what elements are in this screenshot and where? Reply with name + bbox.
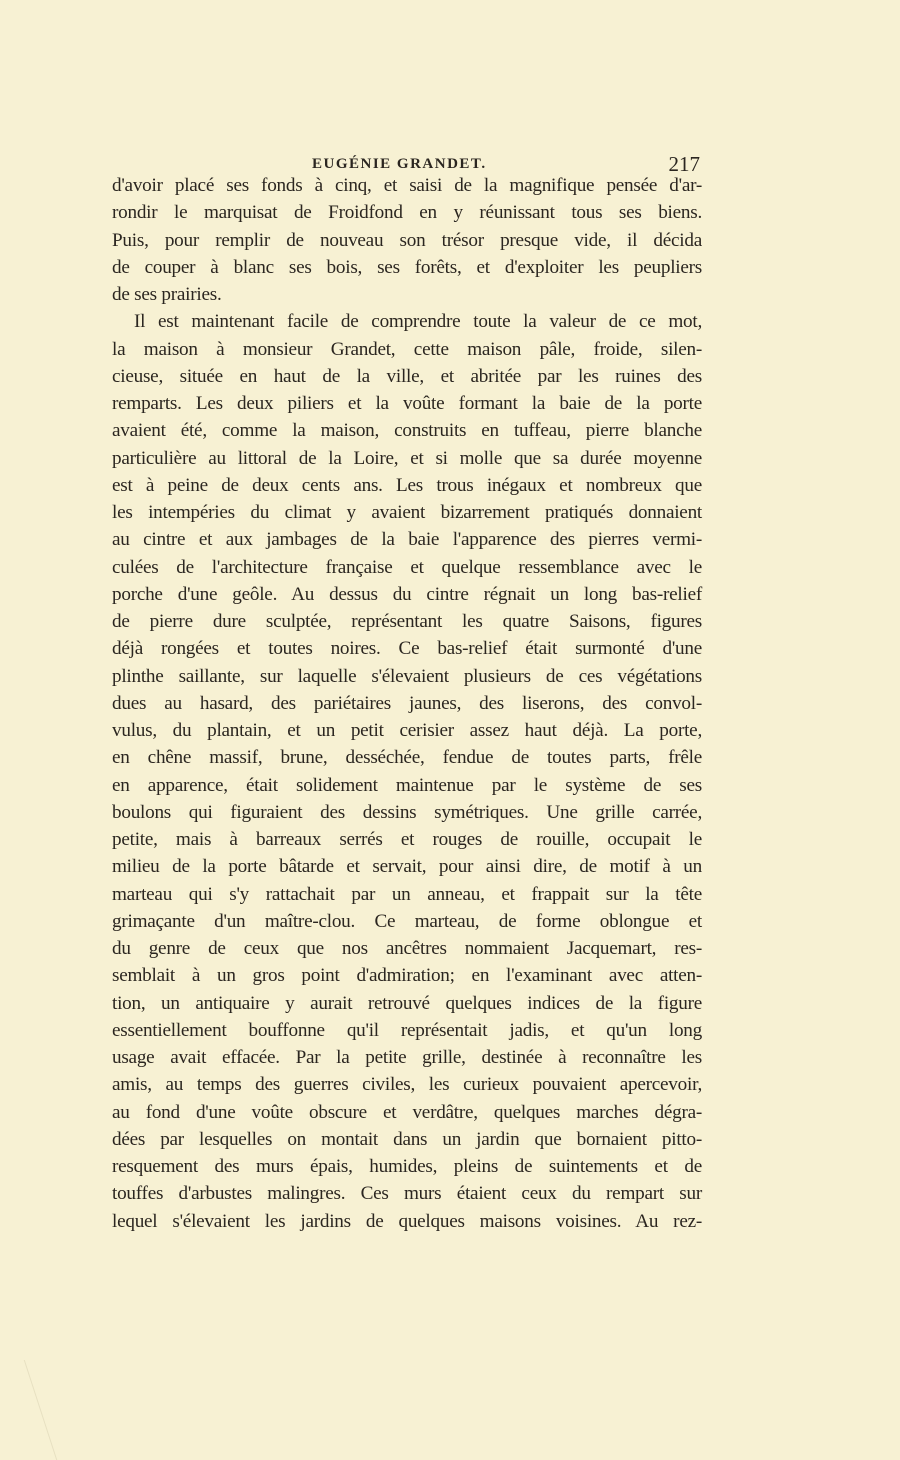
text-line-content: particulière au littoral de la Loire, et si molle que sa durée moyenne xyxy=(112,447,702,469)
text-line-content: boulons qui figuraient des dessins symétriques. Une grille carrée, xyxy=(112,801,702,823)
text-line xyxy=(112,1017,702,1044)
text-line xyxy=(112,908,702,935)
text-line xyxy=(112,363,702,390)
text-line xyxy=(112,663,702,690)
text-line-content: semblait à un gros point d'admiration; en l'examinant avec atten- xyxy=(112,965,702,987)
text-line xyxy=(112,826,702,853)
text-line-content: petite, mais à barreaux serrés et rouges de rouille, occupait le xyxy=(112,829,702,850)
text-line xyxy=(112,472,702,499)
text-line-content: grimaçante d'un maître-clou. Ce marteau, de forme oblongue et xyxy=(112,910,702,932)
text-line xyxy=(112,554,702,581)
text-line xyxy=(112,853,702,880)
text-line xyxy=(112,881,702,908)
text-line-content: déjà rongées et toutes noires. Ce bas-relief était surmonté d'une xyxy=(112,638,702,660)
text-line xyxy=(112,608,702,635)
text-line-content: porche d'une geôle. Au dessus du cintre régnait un long bas-relief xyxy=(112,583,702,605)
text-line xyxy=(112,526,702,553)
text-line-content: la maison à monsieur Grandet, cette maison pâle, froide, silen- xyxy=(112,338,702,360)
text-line-content: amis, au temps des guerres civiles, les curieux pouvaient apercevoir, xyxy=(112,1074,702,1096)
text-line xyxy=(112,1180,702,1207)
text-line xyxy=(112,990,702,1017)
text-line xyxy=(112,199,702,226)
text-line-content: est à peine de deux cents ans. Les trous inégaux et nombreux que xyxy=(112,474,702,496)
text-line-content: de ses prairies. xyxy=(112,284,222,305)
running-title: EUGÉNIE GRANDET. xyxy=(312,156,487,172)
text-line-content: au cintre et aux jambages de la baie l'apparence des pierres vermi- xyxy=(112,529,702,551)
text-line xyxy=(112,499,702,526)
text-line-content: en apparence, était solidement maintenue par le système de ses xyxy=(112,774,702,796)
text-line-content: de pierre dure sculptée, représentant les quatre Saisons, figures xyxy=(112,611,702,632)
text-line-content: essentiellement bouffonne qu'il représentait jadis, et qu'un long xyxy=(112,1019,702,1041)
text-line-content: usage avait effacée. Par la petite grille, destinée à reconnaître les xyxy=(112,1047,702,1068)
text-line xyxy=(112,1071,702,1098)
text-line xyxy=(112,690,702,717)
text-line-content: tion, un antiquaire y aurait retrouvé quelques indices de la figure xyxy=(112,992,702,1014)
text-line xyxy=(112,227,702,254)
page-edge-fold xyxy=(0,1360,57,1460)
text-line xyxy=(112,336,702,363)
text-line xyxy=(112,1044,702,1071)
text-line-content: cieuse, située en haut de la ville, et abritée par les ruines des xyxy=(112,365,702,387)
text-line xyxy=(112,744,702,771)
text-line xyxy=(112,445,702,472)
text-line xyxy=(112,281,702,308)
text-line xyxy=(112,172,702,199)
text-line xyxy=(112,308,702,335)
text-line-content: avaient été, comme la maison, construits en tuffeau, pierre blanche xyxy=(112,420,702,442)
text-line-content: au fond d'une voûte obscure et verdâtre, quelques marches dégra- xyxy=(112,1101,702,1123)
text-line xyxy=(112,962,702,989)
text-line-content: plinthe saillante, sur laquelle s'élevaient plusieurs de ces végétations xyxy=(112,665,702,687)
body-text xyxy=(112,172,702,1235)
text-line xyxy=(112,254,702,281)
text-line xyxy=(112,635,702,662)
text-line-content: du genre de ceux que nos ancêtres nommaient Jacquemart, res- xyxy=(112,938,702,959)
text-line-content: de couper à blanc ses bois, ses forêts, et d'exploiter les peupliers xyxy=(112,256,702,278)
text-line xyxy=(112,581,702,608)
text-line xyxy=(112,1126,702,1153)
text-line-content: en chêne massif, brune, desséchée, fendue de toutes parts, frêle xyxy=(112,747,702,769)
text-line xyxy=(112,417,702,444)
text-line-content: Il est maintenant facile de comprendre toute la valeur de ce mot, xyxy=(134,311,702,333)
text-line-content: Puis, pour remplir de nouveau son trésor presque vide, il décida xyxy=(112,229,702,251)
text-line-content: marteau qui s'y rattachait par un anneau, et frappait sur la tête xyxy=(112,883,702,905)
text-line xyxy=(112,935,702,962)
text-line-content: d'avoir placé ses fonds à cinq, et saisi de la magnifique pensée d'ar- xyxy=(112,175,702,196)
text-line-content: touffes d'arbustes malingres. Ces murs étaient ceux du rempart sur xyxy=(112,1183,702,1205)
text-line xyxy=(112,772,702,799)
text-line-content: vulus, du plantain, et un petit cerisier assez haut déjà. La porte, xyxy=(112,720,702,741)
text-line-content: lequel s'élevaient les jardins de quelques maisons voisines. Au rez- xyxy=(112,1210,702,1232)
text-line-content: dues au hasard, des pariétaires jaunes, des liserons, des convol- xyxy=(112,692,702,714)
page-number: 217 xyxy=(668,152,700,176)
text-line-content: rondir le marquisat de Froidfond en y réunissant tous ses biens. xyxy=(112,202,702,224)
text-line-content: milieu de la porte bâtarde et servait, pour ainsi dire, de motif à un xyxy=(112,856,702,878)
text-line xyxy=(112,799,702,826)
text-line-content: dées par lesquelles on montait dans un jardin que bornaient pitto- xyxy=(112,1128,702,1150)
text-line-content: resquement des murs épais, humides, pleins de suintements et de xyxy=(112,1156,702,1177)
text-line-content: culées de l'architecture française et quelque ressemblance avec le xyxy=(112,556,702,578)
text-line-content: les intempéries du climat y avaient bizarrement pratiqués donnaient xyxy=(112,502,702,523)
text-line-content: remparts. Les deux piliers et la voûte formant la baie de la porte xyxy=(112,393,702,414)
text-line xyxy=(112,717,702,744)
text-line xyxy=(112,390,702,417)
text-line xyxy=(112,1153,702,1180)
text-line xyxy=(112,1208,702,1235)
text-line xyxy=(112,1099,702,1126)
